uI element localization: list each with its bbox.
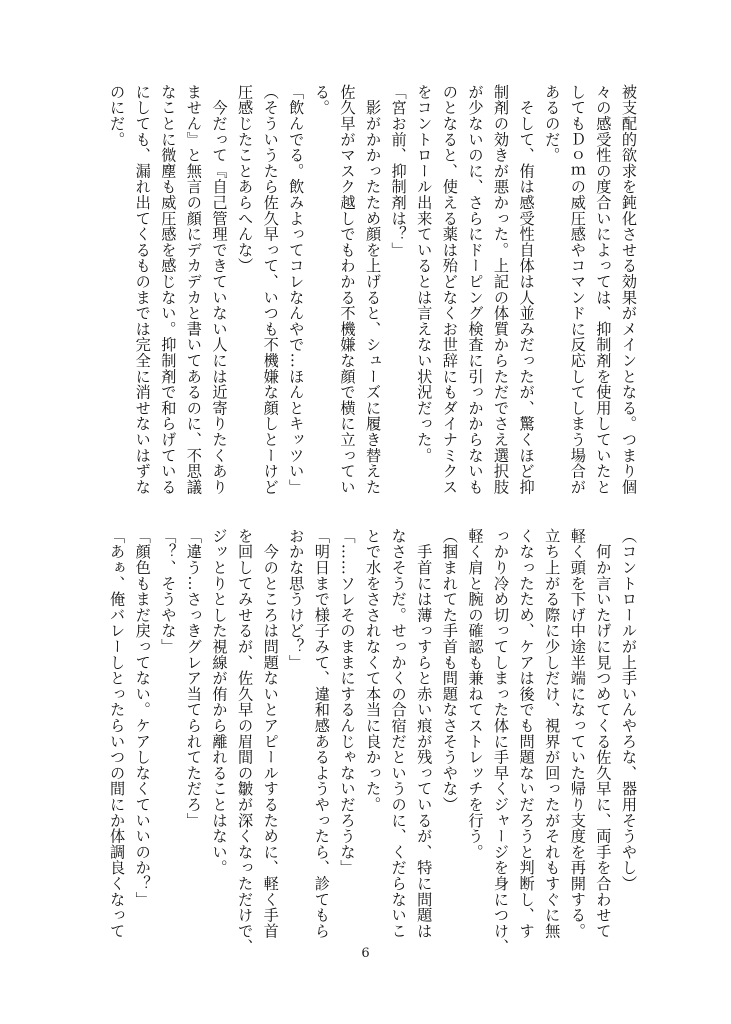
text-line: 立ち上がる際に少しだけ、視界が回ったがそれもすぐに無 [543,528,562,939]
text-line: （コントロールが上手いんやろな、器用そうやし） [620,528,638,892]
text-line: あるのだ。 [543,84,562,163]
text-line: 「違う…さっきグレア当てられてただろ」 [184,528,203,829]
text-line: のとなると、使える薬は殆どなくお世辞にもダイナミクス [440,84,459,495]
text-line: 被支配的欲求を鈍化させる効果がメインとなる。つまり個 [620,84,638,495]
text-line: （掴まれてた手首も問題なさそうやな） [440,528,459,813]
text-block-bottom [108,528,641,955]
text-line: 佐久早がマスク越しでもわかる不機嫌な顔で横に立ってい [338,84,357,495]
text-block-top [108,84,641,495]
page-number: 6 [361,946,370,961]
text-line: おかな思うけど？」 [287,528,306,671]
text-line: 軽く頭を下げ中途半端になっていた帰り支度を再開する。 [568,528,587,939]
text-line: とで水をさされなくて本当に良かった。 [364,528,383,813]
text-line: してもＤｏｍの威圧感やコマンドに反応してしまう場合が [568,84,587,495]
text-line: が少ないのに、さらにドーピング検査に引っかからないも [466,84,485,495]
text-line: なことに微塵も威圧感を感じない。抑制剤で和らげている [159,84,178,495]
text-line: なさそうだ。せっかくの合宿だというのに、くだらないこ [389,528,408,939]
text-line: を回してみせるが、佐久早の眉間の皺が深くなっただけで、 [236,528,255,955]
text-line: のにだ。 [108,84,127,148]
text-line: 「顔色もまだ戻ってない。ケアしなくていいのか？」 [133,528,152,908]
text-line: 軽く肩と腕の確認も兼ねてストレッチを行う。 [466,528,485,860]
text-line: 圧感じたことあらへんな） [236,84,255,274]
text-line: 「……ソレそのままにするんじゃないだろうな」 [338,528,357,876]
text-line: 「あぁ、俺バレーしとったらいつの間にか体調良くなって [108,528,127,939]
text-line: 何か言いたげに見つめてくる佐久早に、両手を合わせて [594,528,613,939]
text-line: る。 [312,84,331,116]
text-line: 「飲んでる。飲みよってコレなんやで…ほんとキッツい」 [287,84,306,495]
text-line: （そういうたら佐久早って、いつも不機嫌な顔しとーけど [261,84,280,495]
text-line: 「宮お前、抑制剤は？」 [389,84,408,258]
text-line: 今のところは問題ないとアピールするために、軽く手首 [261,528,280,939]
text-line: 制剤の効きが悪かった。上記の体質からただでさえ選択肢 [492,84,511,495]
text-line: そして、侑は感受性自体は人並みだったが、驚くほど抑 [517,84,536,495]
text-line: っかり冷め切ってしまった体に手早くジャージを身につけ、 [492,528,511,955]
text-line: にしても、漏れ出てくるものまでは完全に消せないはずな [133,84,152,495]
text-line: 々の感受性の度合いによっては、抑制剤を使用していたと [594,84,613,495]
text-line: ません』と無言の顔にデカデカと書いてあるのに、不思議 [184,84,203,495]
text-line: 影がかかったため顔を上げると、シューズに履き替えた [364,84,383,495]
text-line: 今だって『自己管理できていない人には近寄りたくあり [210,84,229,495]
text-line: 「明日まで様子みて、違和感あるようやったら、診てもら [312,528,331,939]
text-line: くなったため、ケアは後でも問題ないだろうと判断し、す [517,528,536,939]
text-line: 手首には薄っすらと赤い痕が残っているが、特に問題は [415,528,434,939]
text-line: 「？、そうやな」 [159,528,178,655]
text-line: をコントロール出来ているとは言えない状況だった。 [415,84,434,464]
text-line: ジッとりとした視線が侑から離れることはない。 [210,528,229,876]
